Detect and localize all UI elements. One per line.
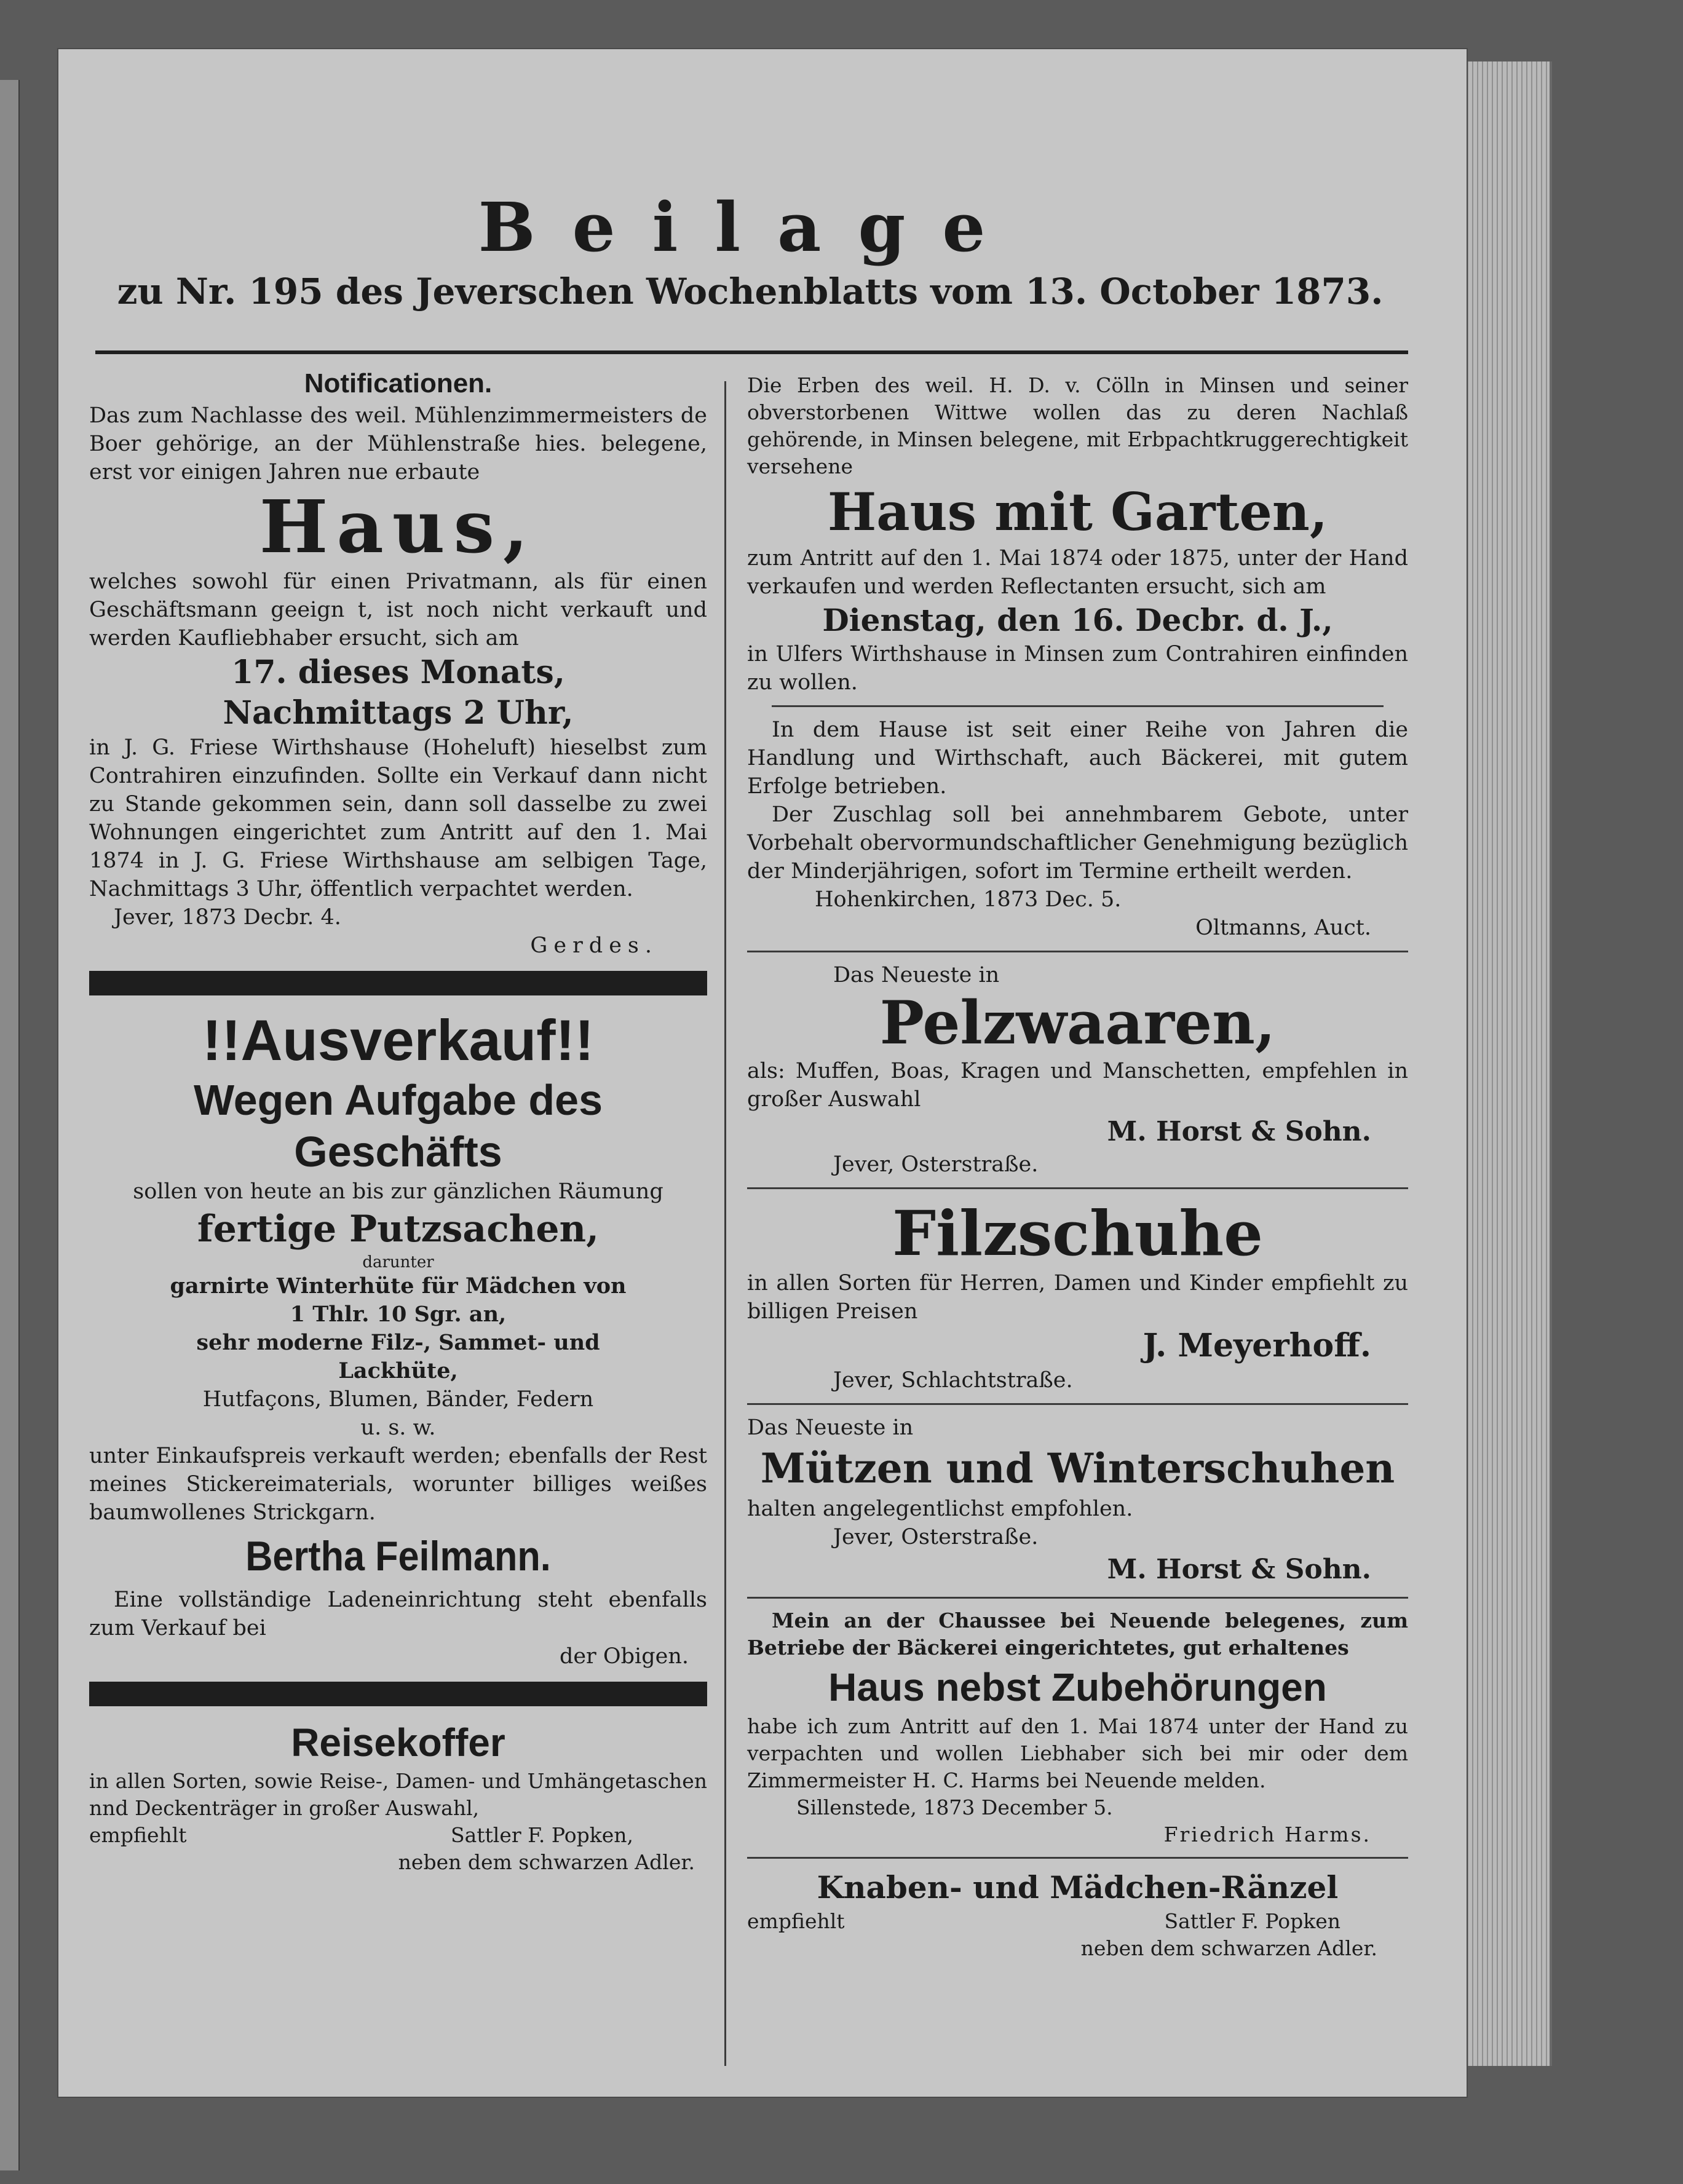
ad-filzschuhe bbox=[747, 1198, 1408, 1395]
separator-rule bbox=[747, 1857, 1408, 1859]
ad-text: sollen von heute an bis zur gänzlichen Räumung bbox=[133, 1179, 663, 1204]
ad-display-title: Pelzwaaren, bbox=[879, 988, 1276, 1058]
ad-text: halten angelegentlichst empfohlen. bbox=[747, 1497, 1133, 1521]
ad-display-title: Haus mit Garten, bbox=[827, 481, 1328, 542]
ad-place: Jever, Osterstraße. bbox=[833, 1152, 1039, 1177]
separator-rule bbox=[772, 705, 1384, 707]
ad-signature: Oltmanns, Auct. bbox=[1195, 916, 1371, 940]
ad-intro: Das zum Nachlasse des weil. Mühlenzimmermeisters de Boer gehörige, an der Mühlenstraße hies. belegene, erst vor einigen Jahren nue erbaute bbox=[89, 403, 707, 485]
ad-text: in allen Sorten für Herren, Damen und Kinder empfiehlt zu billigen Preisen bbox=[747, 1271, 1408, 1324]
ad-text: der Obigen. bbox=[559, 1644, 689, 1669]
ad-text: Das Neueste in bbox=[747, 1415, 914, 1440]
left-column bbox=[89, 366, 707, 1876]
ad-signature: M. Horst & Sohn. bbox=[1107, 1116, 1371, 1147]
ad-text: In dem Hause ist seit einer Reihe von Jahren die Handlung und Wirthschaft, auch Bäckerei, mit gutem Erfolge betrieben. bbox=[747, 718, 1408, 799]
ad-display-title: Haus nebst Zubehörungen bbox=[828, 1665, 1327, 1709]
separator-bar bbox=[89, 971, 707, 995]
ad-place: Jever, Schlachtstraße. bbox=[833, 1368, 1073, 1393]
ad-display-title: Mützen und Winterschuhen bbox=[760, 1444, 1395, 1492]
ad-place-date: Hohenkirchen, 1873 Dec. 5. bbox=[815, 887, 1122, 912]
ad-text: habe ich zum Antritt auf den 1. Mai 1874 unter der Hand zu verpachten und wollen Liebhaber sich bei mir oder dem Zimmermeister H. C. Harms bei Neuende melden. bbox=[747, 1714, 1408, 1792]
ad-text: Eine vollständige Ladeneinrichtung steht ebenfalls zum Verkauf bei bbox=[89, 1588, 707, 1640]
ad-text: unter Einkaufspreis verkauft werden; ebenfalls der Rest meines Stickereimaterials, worunter billiges weißes baumwollenes Strickgarn. bbox=[89, 1444, 707, 1525]
separator-rule bbox=[747, 1597, 1408, 1599]
ad-display-title: !!Ausverkauf!! bbox=[202, 1008, 595, 1072]
ad-text: empfiehlt bbox=[747, 1909, 845, 1933]
ad-muetzen bbox=[747, 1414, 1408, 1588]
ad-text: Der Zuschlag soll bei annehmbarem Gebote, unter Vorbehalt obervormundschaftlicher Genehmigung bezüglich der Minderjährigen, sofort im Termine ertheilt werden. bbox=[747, 802, 1408, 884]
ad-time-line: Nachmittags 2 Uhr, bbox=[223, 694, 574, 732]
ad-signature: J. Meyerhoff. bbox=[1142, 1327, 1371, 1364]
ad-display-item: fertige Putzsachen, bbox=[197, 1208, 600, 1251]
ad-text: sehr moderne Filz-, Sammet- und bbox=[196, 1330, 600, 1355]
ad-signature-row bbox=[747, 1908, 1408, 1935]
right-column bbox=[747, 366, 1408, 1962]
ad-signature: Gerdes. bbox=[530, 933, 658, 958]
ad-text: in allen Sorten, sowie Reise-, Damen- und Umhängetaschen nnd Deckenträger in großer Auswahl, bbox=[89, 1769, 707, 1820]
ad-signature-row bbox=[89, 1822, 707, 1849]
header-rule bbox=[95, 350, 1408, 354]
ad-pelzwaaren bbox=[747, 961, 1408, 1179]
ad-signature-address: neben dem schwarzen Adler. bbox=[398, 1850, 695, 1874]
separator-rule bbox=[747, 951, 1408, 952]
ad-signature: M. Horst & Sohn. bbox=[1107, 1554, 1371, 1585]
ad-text: Hutfaçons, Blumen, Bänder, Federn bbox=[202, 1387, 594, 1412]
supplement-subtitle: zu Nr. 195 des Jeverschen Wochenblatts vom 13. October 1873. bbox=[117, 271, 1384, 312]
ad-text: in Ulfers Wirthshause in Minsen zum Contrahiren einfinden zu wollen. bbox=[747, 642, 1408, 695]
ad-haus-notification bbox=[89, 366, 707, 960]
ad-text: u. s. w. bbox=[360, 1415, 436, 1440]
ad-text: in J. G. Friese Wirthshause (Hoheluft) hieselbst zum Contrahiren einzufinden. Sollte ein Verkauf dann nicht zu Stande gekommen sein, dann soll dasselbe zu zwei Wohnungen eingerichtet zum Antritt auf den 1. Mai 1874 in J. G. Friese Wirthshause am selbigen Tage, Nachmittags 3 Uhr, öffentlich verpachtet werden. bbox=[89, 735, 707, 901]
ad-date-line: Dienstag, den 16. Decbr. d. J., bbox=[822, 602, 1333, 638]
separator-rule bbox=[747, 1187, 1408, 1189]
ad-reisekoffer bbox=[89, 1717, 707, 1876]
newspaper-page bbox=[58, 49, 1467, 2097]
ad-display-title: Reisekoffer bbox=[291, 1720, 505, 1765]
page-stack-edge bbox=[1463, 61, 1552, 2066]
ad-place: Jever, Osterstraße. bbox=[833, 1525, 1039, 1549]
ad-text: Lackhüte, bbox=[338, 1358, 458, 1383]
separator-rule bbox=[747, 1403, 1408, 1405]
separator-bar bbox=[89, 1682, 707, 1706]
ad-text: 1 Thlr. 10 Sgr. an, bbox=[290, 1302, 507, 1327]
ad-text: empfiehlt bbox=[89, 1823, 187, 1847]
masthead bbox=[95, 188, 1405, 315]
ad-haus-nebst-zubehoerungen bbox=[747, 1607, 1408, 1848]
ad-raenzel bbox=[747, 1867, 1408, 1962]
ad-place-date: Sillenstede, 1873 December 5. bbox=[796, 1795, 1113, 1819]
ad-text: Das Neueste in bbox=[833, 963, 1000, 987]
ad-intro: Die Erben des weil. H. D. v. Cölln in Minsen und seiner obverstorbenen Wittwe wollen das zu deren Nachlaß gehörende, in Minsen belegene, mit Erbpachtkruggerechtigkeit versehene bbox=[747, 373, 1408, 478]
ad-place-date: Jever, 1873 Decbr. 4. bbox=[114, 905, 341, 930]
ad-haus-mit-garten bbox=[747, 372, 1408, 942]
ad-signature-address: neben dem schwarzen Adler. bbox=[1080, 1936, 1377, 1960]
ad-heading: Notificationen. bbox=[304, 368, 493, 398]
ad-intro: Mein an der Chaussee bei Neuende belegenes, zum Betriebe der Bäckerei eingerichtetes, gut erhaltenes bbox=[747, 1608, 1408, 1660]
ad-display-title: Knaben- und Mädchen-Ränzel bbox=[817, 1869, 1339, 1905]
ad-text: garnirte Winterhüte für Mädchen von bbox=[170, 1273, 627, 1299]
ad-text: als: Muffen, Boas, Kragen und Manschetten, empfehlen in großer Auswahl bbox=[747, 1059, 1408, 1112]
ad-text: darunter bbox=[362, 1253, 434, 1272]
ad-merchant-name: Bertha Feilmann. bbox=[245, 1533, 551, 1580]
left-page-edge bbox=[0, 80, 20, 2170]
ad-signature: Sattler F. Popken bbox=[1164, 1909, 1340, 1933]
ad-ausverkauf bbox=[89, 1007, 707, 1671]
ad-signature: Friedrich Harms. bbox=[1163, 1822, 1371, 1846]
ad-text: zum Antritt auf den 1. Mai 1874 oder 1875, unter der Hand verkaufen und werden Reflectanten ersucht, sich am bbox=[747, 546, 1408, 599]
ad-date-line: 17. dieses Monats, bbox=[231, 654, 565, 691]
ad-display-title: Haus, bbox=[259, 484, 537, 569]
ad-text: welches sowohl für einen Privatmann, als für einen Geschäftsmann geeign t, ist noch nicht verkauft und werden Kaufliebhaber ersucht, sich am bbox=[89, 569, 707, 651]
column-divider bbox=[724, 381, 726, 2066]
ad-display-title: Filzschuhe bbox=[892, 1197, 1263, 1270]
supplement-title: Beilage bbox=[478, 188, 1023, 267]
ad-signature: Sattler F. Popken, bbox=[450, 1823, 633, 1847]
ad-display-subtitle: Wegen Aufgabe des Geschäfts bbox=[193, 1076, 603, 1176]
